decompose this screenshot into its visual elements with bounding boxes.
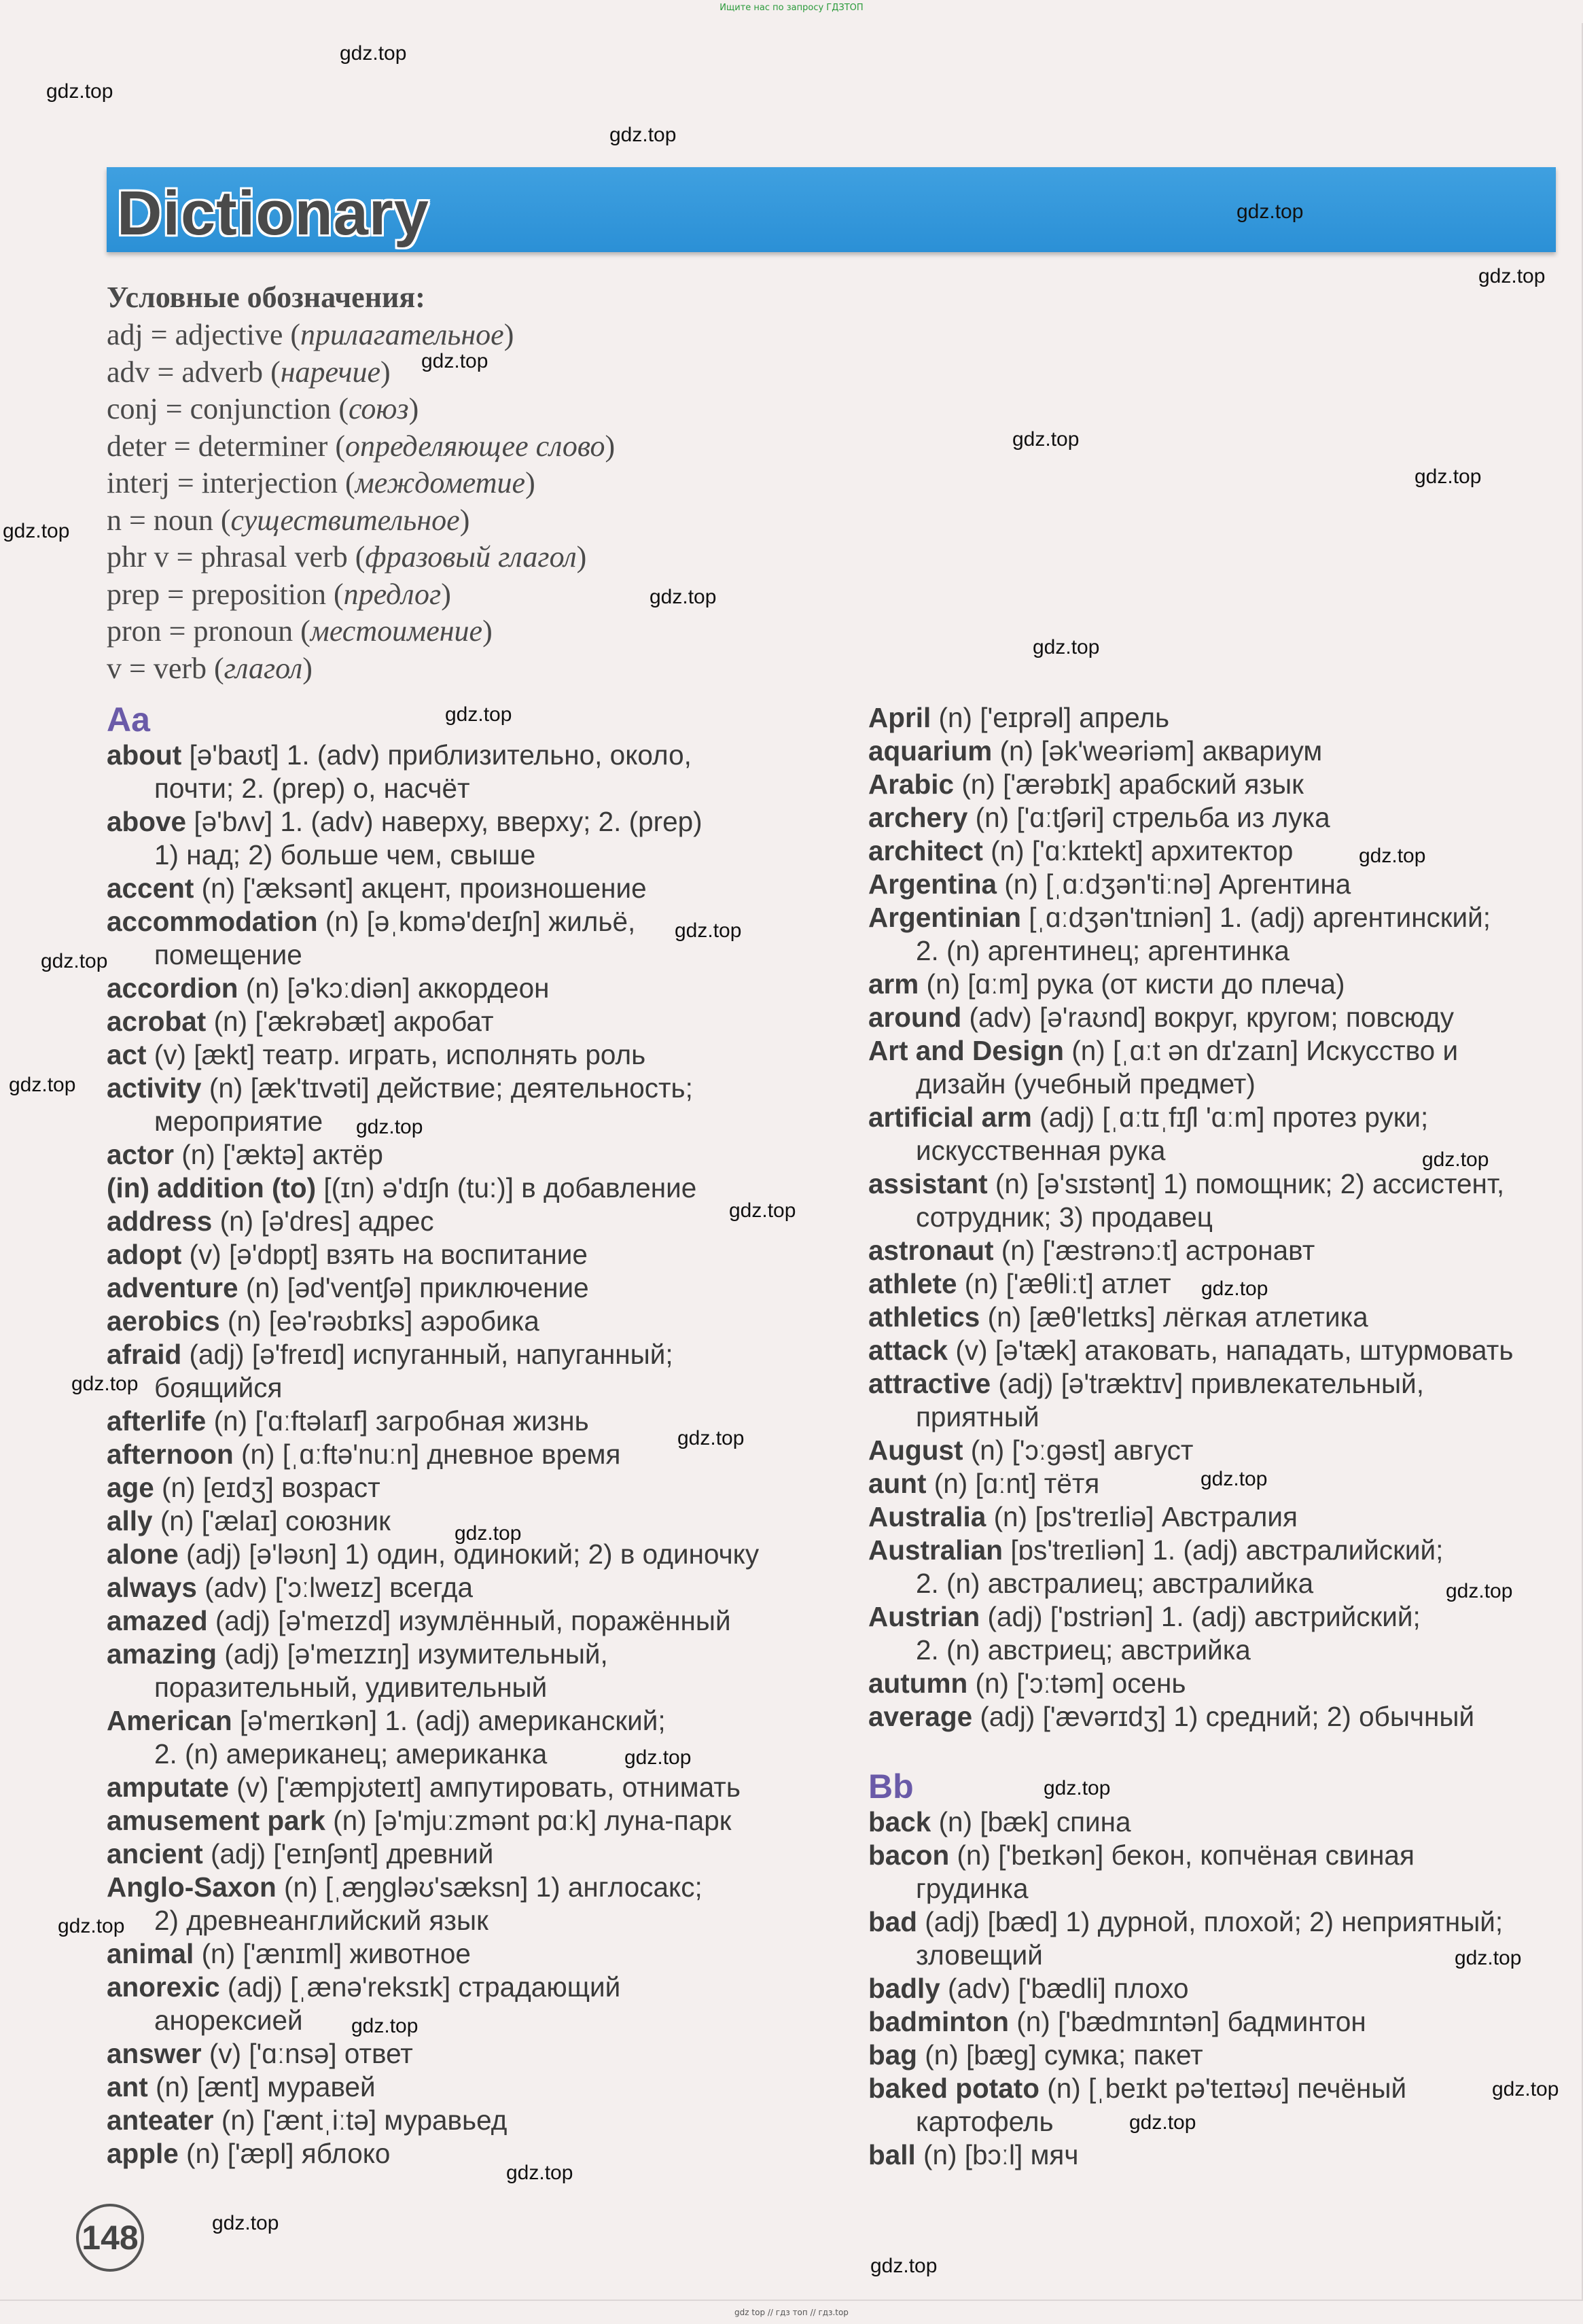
entry-definition: (n) ['bædmɪntən] бадминтон <box>1008 2006 1366 2037</box>
dictionary-entry <box>107 1405 759 1438</box>
legend-item: v = verb (глагол) <box>107 651 313 685</box>
watermark: gdz.top <box>1129 2111 1196 2134</box>
dictionary-entry <box>107 1971 759 2037</box>
entry-definition: (n) [ænt] муравей <box>147 2071 376 2102</box>
entry-continuation: 2. (n) австриец; австрийка <box>916 1634 1251 1666</box>
entry-headword: attack <box>868 1335 948 1366</box>
dictionary-entry <box>107 1571 759 1604</box>
entry-definition: (v) ['æmpjʊteɪt] ампутировать, отнимать <box>229 1772 741 1803</box>
entry-headword: artificial arm <box>868 1102 1032 1133</box>
entry-headword: activity <box>107 1072 202 1104</box>
entry-headword: autumn <box>868 1668 968 1699</box>
watermark: gdz.top <box>624 1746 692 1769</box>
watermark: gdz.top <box>445 703 512 726</box>
watermark: gdz.top <box>3 520 70 542</box>
entry-definition: (n) ['æstrənɔːt] астронавт <box>993 1235 1315 1266</box>
page-number: 148 <box>76 2204 144 2272</box>
dictionary-entry <box>868 1905 1503 1972</box>
entry-headword: Arabic <box>868 769 955 800</box>
watermark: gdz.top <box>9 1074 76 1096</box>
entry-headword: attractive <box>868 1368 991 1399</box>
entry-headword: assistant <box>868 1168 988 1199</box>
entry-definition: (n) [ˌɑːdʒən'tiːnə] Аргентина <box>997 868 1351 900</box>
legend-term: n = noun <box>107 503 213 537</box>
entry-definition: (n) ['ɔːtəm] осень <box>967 1668 1186 1699</box>
dictionary-entry <box>107 1072 759 1138</box>
dictionary-entry <box>107 1504 759 1538</box>
dictionary-entry <box>868 1034 1513 1101</box>
dictionary-entry <box>107 1338 759 1405</box>
entry-headword: amazing <box>107 1638 217 1670</box>
dictionary-entry <box>868 1301 1513 1334</box>
entry-headword: Anglo-Saxon <box>107 1871 277 1903</box>
entry-definition: (n) ['ɔːgəst] август <box>963 1434 1194 1466</box>
watermark: gdz.top <box>1201 1278 1268 1300</box>
entry-headword: arm <box>868 968 919 1000</box>
dictionary-entry <box>868 2005 1503 2039</box>
entry-headword: bacon <box>868 1839 950 1871</box>
entry-headword: accent <box>107 873 194 904</box>
entry-definition: (n) ['ærəbɪk] арабский язык <box>954 769 1304 800</box>
watermark: gdz.top <box>71 1373 139 1395</box>
entry-definition: (adj) [ə'freɪd] испуганный, напуганный; <box>181 1339 673 1370</box>
dictionary-entry <box>107 1038 759 1072</box>
dictionary-entry <box>868 1667 1513 1700</box>
entry-headword: bad <box>868 1906 918 1937</box>
entry-continuation: дизайн (учебный предмет) <box>916 1068 1256 1099</box>
entry-headword: Argentinian <box>868 902 1022 933</box>
dictionary-entry <box>868 1267 1513 1301</box>
entry-headword: afterlife <box>107 1405 207 1437</box>
entry-headword: above <box>107 806 187 837</box>
legend-gloss: фразовый глагол <box>365 540 577 574</box>
entry-definition: (n) [bæk] спина <box>931 1806 1131 1837</box>
entry-definition: [ˌɑːdʒən'tɪniən] 1. (adj) аргентинский; <box>1021 902 1491 933</box>
dictionary-entry <box>868 1334 1513 1367</box>
watermark: gdz.top <box>1359 845 1426 867</box>
entry-headword: baked potato <box>868 2073 1040 2104</box>
legend-item: conj = conjunction (союз) <box>107 392 419 425</box>
dictionary-entry <box>868 1367 1513 1434</box>
entry-continuation: боящийся <box>154 1372 283 1403</box>
entry-headword: aquarium <box>868 735 993 767</box>
dictionary-entry <box>107 1172 759 1205</box>
entry-headword: afternoon <box>107 1439 234 1470</box>
entry-headword: Australia <box>868 1501 986 1532</box>
top-note: Ищите нас по запросу ГДЗТОП <box>719 3 864 13</box>
entry-headword: aunt <box>868 1468 927 1499</box>
dictionary-entry <box>868 868 1513 901</box>
entry-definition: (n) ['eɪprəl] апрель <box>931 702 1170 733</box>
dictionary-entry <box>107 872 759 905</box>
dictionary-entry <box>107 1638 759 1704</box>
entry-definition: (n) ['æntˌiːtə] муравьед <box>213 2105 508 2136</box>
dictionary-entry <box>868 1101 1513 1167</box>
dictionary-entry <box>107 1005 759 1038</box>
entry-headword: about <box>107 739 182 771</box>
watermark: gdz.top <box>729 1199 796 1222</box>
entry-continuation: сотрудник; 3) продавец <box>916 1201 1213 1233</box>
entry-headword: Art and Design <box>868 1035 1065 1066</box>
dictionary-entry <box>107 1205 759 1238</box>
entry-definition: (n) [ə'sɪstənt] 1) помощник; 2) ассистент, <box>987 1168 1505 1199</box>
entry-definition: (n) [ˌɑːftə'nuːn] дневное время <box>233 1439 621 1470</box>
section-heading-bb: Bb <box>868 1767 914 1806</box>
entry-headword: ally <box>107 1505 153 1536</box>
entry-headword: actor <box>107 1139 175 1170</box>
dictionary-entry <box>868 1234 1513 1267</box>
entry-continuation: 2) древнеанглийский язык <box>154 1905 488 1936</box>
legend-gloss: глагол <box>224 651 303 685</box>
legend-item: deter = determiner (определяющее слово) <box>107 429 616 463</box>
dictionary-entry <box>868 735 1513 768</box>
legend-gloss: предлог <box>343 577 442 611</box>
entry-headword: around <box>868 1002 962 1033</box>
entry-definition: (adj) [ˌɑːtɪˌfɪʃl 'ɑːm] протез руки; <box>1031 1102 1429 1133</box>
entry-headword: (in) addition (to) <box>107 1172 317 1203</box>
legend-item: n = noun (существительное) <box>107 503 470 537</box>
entry-headword: anteater <box>107 2105 214 2136</box>
watermark: gdz.top <box>1446 1580 1513 1602</box>
legend-term: prep = preposition <box>107 577 326 611</box>
watermark: gdz.top <box>1415 465 1482 488</box>
dictionary-entry <box>107 1238 759 1271</box>
entry-definition: (n) [ə'kɔːdiən] аккордеон <box>238 972 550 1004</box>
entry-definition: [ə'baʊt] 1. (adv) приблизительно, около, <box>181 739 692 771</box>
entry-headword: astronaut <box>868 1235 994 1266</box>
entry-headword: ant <box>107 2071 148 2102</box>
entry-definition: (n) [æθ'letɪks] лёгкая атлетика <box>980 1301 1368 1333</box>
entry-continuation: зловещий <box>916 1939 1043 1971</box>
entry-headword: Argentina <box>868 868 997 900</box>
entry-headword: afraid <box>107 1339 182 1370</box>
entry-definition: (n) ['ɑːftəlaɪf] загробная жизнь <box>206 1405 589 1437</box>
entry-headword: accommodation <box>107 906 318 937</box>
entry-headword: adventure <box>107 1272 238 1303</box>
legend-gloss: междометие <box>355 466 526 499</box>
dictionary-entry <box>107 805 759 872</box>
entry-definition: (n) ['ɑːkɪtekt] архитектор <box>982 835 1294 866</box>
entry-headword: always <box>107 1572 197 1603</box>
entry-headword: Austrian <box>868 1601 980 1632</box>
dictionary-entry <box>107 1871 759 1937</box>
dictionary-entry <box>107 905 759 972</box>
entry-definition: (adv) [ə'raʊnd] вокруг, кругом; повсюду <box>961 1002 1454 1033</box>
watermark: gdz.top <box>506 2162 573 2184</box>
watermark: gdz.top <box>1455 1947 1522 1969</box>
entry-continuation: 2. (n) аргентинец; аргентинка <box>916 935 1289 966</box>
watermark: gdz.top <box>1478 265 1546 287</box>
entry-headword: accordion <box>107 972 238 1004</box>
legend-term: conj = conjunction <box>107 392 332 425</box>
entry-definition: (n) [æk'tɪvəti] действие; деятельность; <box>201 1072 693 1104</box>
legend-gloss: местоимение <box>310 614 483 648</box>
entry-headword: anorexic <box>107 1971 220 2003</box>
watermark: gdz.top <box>609 124 677 146</box>
dictionary-entry <box>868 1434 1513 1467</box>
entry-definition: (adj) ['eɪnʃənt] древний <box>202 1838 494 1869</box>
entry-headword: age <box>107 1472 154 1503</box>
entry-definition: (adj) [ə'træktɪv] привлекательный, <box>991 1368 1424 1399</box>
entry-definition: [(ɪn) ə'dɪʃn (tu:)] в добавление <box>316 1172 697 1203</box>
entry-continuation: 2. (n) американец; американка <box>154 1738 548 1770</box>
dictionary-entry <box>868 1467 1513 1500</box>
entry-definition: (adj) [bæd] 1) дурной, плохой; 2) неприятный; <box>917 1906 1504 1937</box>
dictionary-entry <box>107 2037 759 2071</box>
legend-gloss: существительное <box>230 503 460 537</box>
dictionary-entry <box>107 2104 759 2137</box>
legend-item: phr v = phrasal verb (фразовый глагол) <box>107 540 587 574</box>
entry-headword: alone <box>107 1538 179 1570</box>
legend-term: adj = adjective <box>107 318 283 351</box>
dictionary-entry <box>107 1438 759 1471</box>
entry-continuation: мероприятие <box>154 1106 323 1137</box>
watermark: gdz.top <box>1044 1777 1111 1799</box>
legend-item: adv = adverb (наречие) <box>107 355 391 389</box>
legend-term: adv = adverb <box>107 355 264 389</box>
watermark: gdz.top <box>650 586 717 608</box>
entry-definition: (n) ['æpl] яблоко <box>178 2138 391 2169</box>
watermark: gdz.top <box>340 42 407 65</box>
watermark: gdz.top <box>455 1522 522 1545</box>
entry-definition: (adj) ['ævərɪdʒ] 1) средний; 2) обычный <box>972 1701 1475 1732</box>
entry-headword: badminton <box>868 2006 1009 2037</box>
legend <box>107 279 615 687</box>
entry-headword: amazed <box>107 1605 208 1636</box>
dictionary-entry <box>107 1471 759 1504</box>
legend-gloss: прилагательное <box>300 318 504 351</box>
dictionary-entry <box>868 801 1513 834</box>
watermark: gdz.top <box>677 1427 745 1449</box>
entry-headword: architect <box>868 835 983 866</box>
entry-definition: (v) ['ɑːnsə] ответ <box>201 2038 413 2069</box>
entry-definition: (v) [ə'tæk] атаковать, нападать, штурмовать <box>948 1335 1514 1366</box>
entry-headword: act <box>107 1039 147 1070</box>
legend-gloss: определяющее слово <box>344 429 605 463</box>
dictionary-entry <box>868 1001 1513 1034</box>
dictionary-entry <box>107 2137 759 2170</box>
dictionary-entry <box>868 701 1513 735</box>
entry-headword: August <box>868 1434 963 1466</box>
dictionary-entry <box>868 968 1513 1001</box>
entry-definition: [ɒs'treɪliən] 1. (adj) австралийский; <box>1003 1534 1444 1566</box>
dictionary-entry <box>868 768 1513 801</box>
entry-headword: ancient <box>107 1838 203 1869</box>
entry-definition: (adv) ['ɔːlweɪz] всегда <box>196 1572 474 1603</box>
entry-definition: (adj) [ə'meɪzɪŋ] изумительный, <box>217 1638 608 1670</box>
entry-headword: address <box>107 1205 213 1237</box>
watermark: gdz.top <box>1492 2078 1559 2100</box>
entry-headword: American <box>107 1705 232 1736</box>
entry-definition: [ə'bʌv] 1. (adv) наверху, вверху; 2. (prep) <box>186 806 702 837</box>
entry-definition: (n) [ˌbeɪkt pə'teɪtəʊ] печёный <box>1039 2073 1407 2104</box>
entry-definition: (n) [bɔːl] мяч <box>915 2139 1079 2170</box>
dictionary-entry <box>107 1604 759 1638</box>
watermark: gdz.top <box>1422 1148 1489 1171</box>
watermark: gdz.top <box>1012 428 1080 451</box>
entry-continuation: помещение <box>154 939 302 970</box>
legend-item: interj = interjection (междометие) <box>107 466 535 499</box>
dictionary-entry <box>107 1937 759 1971</box>
entry-continuation: приятный <box>916 1401 1039 1432</box>
entry-headword: average <box>868 1701 973 1732</box>
legend-item: prep = preposition (предлог) <box>107 577 451 611</box>
watermark: gdz.top <box>1033 636 1100 658</box>
dictionary-entry <box>107 739 759 805</box>
entry-continuation: анорексией <box>154 2005 303 2036</box>
entry-headword: back <box>868 1806 931 1837</box>
entry-definition: (n) [ˌɑːt ən dɪ'zaɪn] Искусство и <box>1064 1035 1459 1066</box>
dictionary-entry <box>107 1837 759 1871</box>
entry-definition: (n) [ək'weəriəm] аквариум <box>992 735 1323 767</box>
watermark: gdz.top <box>421 350 488 372</box>
entry-definition: (n) ['æksənt] акцент, произношение <box>194 873 647 904</box>
entry-definition: (n) [əˌkɒmə'deɪʃn] жильё, <box>317 906 636 937</box>
dictionary-entry <box>107 1138 759 1172</box>
legend-term: pron = pronoun <box>107 614 294 648</box>
legend-gloss: союз <box>348 392 409 425</box>
entry-definition: (n) ['beɪkən] бекон, копчёная свиная <box>949 1839 1415 1871</box>
page-title: Dictionary <box>117 179 429 248</box>
watermark: gdz.top <box>41 950 108 972</box>
entry-continuation: поразительный, удивительный <box>154 1672 548 1703</box>
watermark: gdz.top <box>1237 200 1304 223</box>
dictionary-entry <box>868 2039 1503 2072</box>
dictionary-entry <box>107 1271 759 1305</box>
legend-gloss: наречие <box>280 355 381 389</box>
entry-definition: (n) [eɪdʒ] возраст <box>154 1472 380 1503</box>
entry-definition: (n) ['ækrəbæt] акробат <box>206 1006 494 1037</box>
entry-headword: apple <box>107 2138 179 2169</box>
entry-continuation: почти; 2. (prep) о, насчёт <box>154 773 470 804</box>
watermark: gdz.top <box>870 2255 938 2277</box>
dictionary-entry <box>868 1167 1513 1234</box>
entry-definition: (n) [ɑːm] рука (от кисти до плеча) <box>919 968 1345 1000</box>
entry-headword: ball <box>868 2139 916 2170</box>
dictionary-entry <box>868 1534 1513 1600</box>
watermark: gdz.top <box>212 2212 279 2234</box>
entry-definition: (adj) [ə'meɪzd] изумлённый, поражённый <box>207 1605 731 1636</box>
entry-headword: adopt <box>107 1239 182 1270</box>
legend-item: pron = pronoun (местоимение) <box>107 614 493 648</box>
entry-continuation: 2. (n) австралиец; австралийка <box>916 1568 1314 1599</box>
watermark: gdz.top <box>1200 1468 1268 1490</box>
dictionary-entry <box>868 901 1513 968</box>
entry-definition: (n) [eə'rəʊbɪks] аэробика <box>219 1305 539 1337</box>
entry-continuation: 1) над; 2) больше чем, свыше <box>154 839 536 870</box>
entry-definition: (adj) [ˌænə'reksɪk] страдающий <box>219 1971 621 2003</box>
entry-definition: (adj) [ə'ləʊn] 1) один, одинокий; 2) в одиночку <box>178 1538 760 1570</box>
legend-item: adj = adjective (прилагательное) <box>107 318 514 351</box>
entry-headword: Australian <box>868 1534 1003 1566</box>
entry-definition: (n) ['æktə] актёр <box>174 1139 383 1170</box>
entry-definition: (n) ['æθliːt] атлет <box>957 1268 1171 1299</box>
dictionary-entry <box>868 1839 1503 1905</box>
entry-definition: (adv) ['bædli] плохо <box>940 1973 1189 2004</box>
bottom-note: gdz top // гдз топ // гдз.top <box>734 2308 849 2317</box>
watermark: gdz.top <box>46 80 113 103</box>
entry-headword: badly <box>868 1973 940 2004</box>
watermark: gdz.top <box>58 1915 125 1937</box>
entry-continuation: грудинка <box>916 1873 1029 1904</box>
dictionary-entry <box>868 2138 1503 2172</box>
entry-headword: bag <box>868 2039 918 2071</box>
dictionary-entry <box>107 1305 759 1338</box>
entry-headword: archery <box>868 802 968 833</box>
entry-headword: April <box>868 702 931 733</box>
watermark: gdz.top <box>356 1116 423 1138</box>
entry-definition: (n) [ə'dres] адрес <box>212 1205 434 1237</box>
legend-term: deter = determiner <box>107 429 328 463</box>
dictionary-entry <box>868 1700 1513 1733</box>
dictionary-entry <box>107 1804 759 1837</box>
entry-headword: amusement park <box>107 1805 325 1836</box>
dictionary-entry <box>868 1806 1503 1839</box>
dictionary-entry <box>868 1972 1503 2005</box>
entry-definition: (adj) ['ɒstriən] 1. (adj) австрийский; <box>980 1601 1421 1632</box>
dictionary-entry <box>868 1500 1513 1534</box>
legend-term: v = verb <box>107 651 207 685</box>
entry-definition: (n) [ɑːnt] тётя <box>926 1468 1100 1499</box>
entry-definition: (n) [ˌæŋgləʊ'sæksn] 1) англосакс; <box>276 1871 702 1903</box>
legend-term: interj = interjection <box>107 466 338 499</box>
entry-headword: athletics <box>868 1301 980 1333</box>
entry-definition: (v) [ækt] театр. играть, исполнять роль <box>146 1039 646 1070</box>
entry-headword: acrobat <box>107 1006 207 1037</box>
dictionary-entry <box>868 1600 1513 1667</box>
entry-continuation: картофель <box>916 2106 1054 2137</box>
entry-continuation: искусственная рука <box>916 1135 1166 1166</box>
watermark: gdz.top <box>351 2015 419 2037</box>
dictionary-column-left <box>107 739 759 2170</box>
entry-headword: athlete <box>868 1268 957 1299</box>
dictionary-entry <box>107 972 759 1005</box>
entry-definition: (n) [bæg] сумка; пакет <box>917 2039 1203 2071</box>
entry-definition: [ə'merɪkən] 1. (adj) американский; <box>232 1705 666 1736</box>
dictionary-entry <box>107 2071 759 2104</box>
entry-definition: (n) ['ælaɪ] союзник <box>152 1505 391 1536</box>
entry-headword: animal <box>107 1938 194 1969</box>
dictionary-entry <box>107 1538 759 1571</box>
watermark: gdz.top <box>675 919 742 942</box>
entry-definition: (n) [ə'mjuːzmənt pɑːk] луна-парк <box>325 1805 732 1836</box>
entry-definition: (n) ['ænɪml] животное <box>194 1938 471 1969</box>
entry-headword: aerobics <box>107 1305 220 1337</box>
entry-definition: (n) ['ɑːtʃəri] стрельба из лука <box>967 802 1330 833</box>
entry-definition: (n) [əd'ventʃə] приключение <box>238 1272 589 1303</box>
dictionary-entry <box>107 1771 759 1804</box>
entry-headword: amputate <box>107 1772 230 1803</box>
entry-definition: (v) [ə'dɒpt] взять на воспитание <box>181 1239 588 1270</box>
entry-headword: answer <box>107 2038 202 2069</box>
legend-title: Условные обозначения: <box>107 281 425 314</box>
section-heading-aa: Aa <box>107 701 150 739</box>
legend-term: phr v = phrasal verb <box>107 540 348 574</box>
entry-definition: (n) [ɒs'treɪliə] Австралия <box>986 1501 1298 1532</box>
